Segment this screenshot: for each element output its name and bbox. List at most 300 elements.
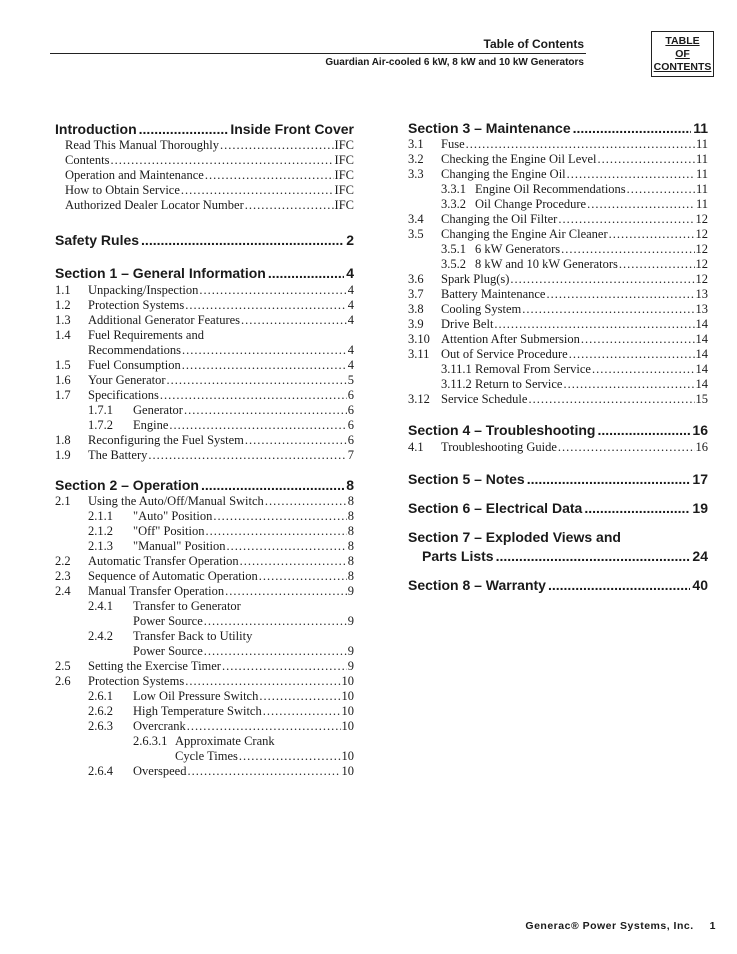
dot-leader	[527, 471, 691, 488]
entry-number: 2.2	[55, 554, 71, 568]
section-heading[interactable]	[55, 232, 354, 249]
dot-leader	[558, 212, 694, 227]
entry-text: Oil Change Procedure	[475, 197, 587, 211]
toc-entry[interactable]	[65, 183, 354, 198]
section-heading[interactable]	[408, 120, 708, 137]
toc-entry[interactable]	[475, 377, 708, 392]
entry-page: 12	[695, 227, 708, 241]
toc-entry[interactable]	[65, 138, 354, 153]
section-page: 11	[693, 120, 708, 136]
dot-leader	[213, 509, 346, 524]
entry-page: 10	[341, 764, 354, 778]
entry-text: Fuel Consumption	[88, 358, 181, 372]
dot-leader	[584, 500, 690, 517]
entry-page: 5	[347, 373, 354, 387]
entry-number: 1.2	[55, 298, 71, 312]
dot-leader	[139, 121, 229, 138]
entry-page: 10	[341, 704, 354, 718]
page-number: 1	[709, 920, 716, 932]
entry-text: Service Schedule	[441, 392, 528, 406]
dot-leader	[185, 298, 347, 313]
section-heading[interactable]	[408, 422, 708, 439]
entry-number: 3.3	[408, 167, 424, 181]
toc-entry[interactable]	[88, 659, 354, 674]
dot-leader	[167, 373, 347, 388]
toc-entry[interactable]	[65, 153, 354, 168]
toc-entry[interactable]	[88, 313, 354, 328]
section-title: Section 5 – Notes	[408, 471, 525, 487]
entry-page: 14	[695, 332, 708, 346]
entry-page: 6	[347, 403, 354, 417]
toc-entry[interactable]	[133, 689, 354, 704]
entry-number: 3.5	[408, 227, 424, 241]
dot-leader	[597, 422, 690, 439]
toc-entry[interactable]	[88, 298, 354, 313]
entry-text: Read This Manual Thoroughly	[65, 138, 220, 152]
entry-number: 1.7	[55, 388, 71, 402]
entry-page: IFC	[334, 168, 354, 182]
toc-entry[interactable]	[441, 347, 708, 362]
toc-entry[interactable]	[441, 137, 708, 152]
dot-leader	[619, 257, 695, 272]
dot-leader	[510, 272, 694, 287]
dot-leader	[245, 433, 347, 448]
section-page: 4	[346, 265, 354, 281]
dot-leader	[268, 265, 344, 282]
entry-page: 9	[347, 659, 354, 673]
entry-number: 2.6.3	[88, 719, 113, 733]
toc-entry[interactable]	[88, 343, 354, 358]
section-title: Section 1 – General Information	[55, 265, 266, 281]
section-heading[interactable]: Section 7 – Exploded Views and	[408, 529, 621, 545]
entry-text: Fuse	[441, 137, 465, 151]
entry-page: 9	[347, 584, 354, 598]
table-of-contents-tab	[651, 31, 714, 77]
section-page: Inside Front Cover	[230, 121, 354, 137]
entry-number: 3.4	[408, 212, 424, 226]
entry-page: 16	[695, 440, 708, 454]
toc-entry[interactable]	[88, 283, 354, 298]
dot-leader	[598, 152, 695, 167]
dot-leader	[581, 332, 695, 347]
toc-entry[interactable]	[88, 554, 354, 569]
dot-leader	[187, 719, 341, 734]
section-page: 40	[692, 577, 708, 593]
dot-leader	[259, 569, 347, 584]
section-heading[interactable]	[408, 577, 708, 594]
entry-number: 2.3	[55, 569, 71, 583]
entry-page: 12	[695, 272, 708, 286]
toc-entry[interactable]	[88, 674, 354, 689]
page-footer	[480, 920, 716, 932]
entry-number: 3.11	[408, 347, 430, 361]
tab-label-line-2: OF	[675, 48, 690, 60]
dot-leader	[522, 302, 694, 317]
toc-entry: Transfer Back to Utility	[133, 629, 253, 643]
toc-entry[interactable]	[133, 418, 354, 433]
entry-number: 2.6.2	[88, 704, 113, 718]
entry-number: 1.9	[55, 448, 71, 462]
entry-page: 11	[695, 167, 708, 181]
toc-entry[interactable]	[441, 212, 708, 227]
section-title: Parts Lists	[422, 548, 494, 564]
entry-number: 3.11.2	[441, 377, 472, 391]
entry-number: 3.9	[408, 317, 424, 331]
toc-entry[interactable]	[88, 433, 354, 448]
entry-number: 3.5.2	[441, 257, 466, 271]
entry-text: "Auto" Position	[133, 509, 213, 523]
entry-page: 10	[341, 719, 354, 733]
entry-number: 2.1.1	[88, 509, 113, 523]
section-heading[interactable]	[55, 121, 354, 138]
entry-number: 3.6	[408, 272, 424, 286]
dot-leader	[204, 644, 347, 659]
entry-text: Changing the Oil Filter	[441, 212, 558, 226]
entry-number: 4.1	[408, 440, 424, 454]
page-header-subtitle: Guardian Air-cooled 6 kW, 8 kW and 10 kW Generators	[325, 57, 584, 68]
entry-page: 8	[347, 509, 354, 523]
toc-entry[interactable]	[133, 704, 354, 719]
entry-text: Overspeed	[133, 764, 187, 778]
entry-number: 3.3.1	[441, 182, 466, 196]
entry-text: Protection Systems	[88, 298, 185, 312]
entry-number: 3.3.2	[441, 197, 466, 211]
entry-page: 13	[695, 287, 708, 301]
entry-text: Additional Generator Features	[88, 313, 241, 327]
entry-page: 12	[695, 212, 708, 226]
toc-entry[interactable]	[133, 644, 354, 659]
entry-page: 8	[347, 569, 354, 583]
entry-number: 3.10	[408, 332, 430, 346]
section-page: 16	[692, 422, 708, 438]
entry-text: High Temperature Switch	[133, 704, 262, 718]
dot-leader	[263, 704, 341, 719]
toc-entry[interactable]	[65, 198, 354, 213]
dot-leader	[240, 554, 347, 569]
entry-text: "Off" Position	[133, 524, 205, 538]
dot-leader	[259, 689, 340, 704]
entry-number: 3.8	[408, 302, 424, 316]
entry-text: "Manual" Position	[133, 539, 226, 553]
entry-text: Specifications	[88, 388, 159, 402]
dot-leader	[592, 362, 695, 377]
entry-text: Engine	[133, 418, 169, 432]
entry-page: 4	[347, 343, 354, 357]
entry-page: 14	[695, 317, 708, 331]
toc-entry[interactable]	[88, 388, 354, 403]
page-header-title: Table of Contents	[483, 37, 584, 51]
dot-leader	[567, 167, 695, 182]
toc-entry[interactable]	[88, 373, 354, 388]
entry-number: 1.4	[55, 328, 71, 342]
dot-leader	[148, 448, 346, 463]
section-title: Section 8 – Warranty	[408, 577, 546, 593]
entry-page: 6	[347, 388, 354, 402]
entry-page: 4	[347, 313, 354, 327]
dot-leader	[609, 227, 695, 242]
toc-entry[interactable]	[475, 257, 708, 272]
dot-leader	[227, 539, 347, 554]
entry-text: Drive Belt	[441, 317, 494, 331]
dot-leader	[201, 477, 344, 494]
dot-leader	[245, 198, 334, 213]
entry-page: 10	[341, 689, 354, 703]
entry-page: 8	[347, 539, 354, 553]
toc-entry[interactable]	[441, 152, 708, 167]
entry-text: Out of Service Procedure	[441, 347, 568, 361]
entry-number: 1.6	[55, 373, 71, 387]
entry-page: 14	[695, 347, 708, 361]
entry-text: Return to Service	[475, 377, 563, 391]
entry-number: 2.4	[55, 584, 71, 598]
toc-entry[interactable]	[441, 227, 708, 242]
dot-leader	[241, 313, 347, 328]
toc-entry[interactable]	[133, 614, 354, 629]
entry-page: 12	[695, 257, 708, 271]
entry-number: 2.1.3	[88, 539, 113, 553]
entry-text: Recommendations	[88, 343, 182, 357]
entry-number: 2.6.3.1	[133, 734, 168, 748]
toc-entry[interactable]	[475, 182, 708, 197]
entry-text: Power Source	[133, 614, 203, 628]
entry-number: 3.12	[408, 392, 430, 406]
entry-text: 8 kW and 10 kW Generators	[475, 257, 618, 271]
entry-page: 14	[695, 362, 708, 376]
toc-entry[interactable]	[441, 332, 708, 347]
entry-page: 14	[695, 377, 708, 391]
dot-leader	[205, 524, 346, 539]
tab-label-line-3: CONTENTS	[653, 61, 712, 73]
section-page: 24	[692, 548, 708, 564]
entry-text: Cooling System	[441, 302, 522, 316]
dot-leader	[141, 232, 344, 249]
entry-page: 4	[347, 358, 354, 372]
entry-text: Battery Maintenance	[441, 287, 546, 301]
dot-leader	[496, 548, 691, 565]
toc-entry[interactable]	[475, 197, 708, 212]
toc-entry: Approximate Crank	[175, 734, 275, 748]
dot-leader	[587, 197, 695, 212]
section-page: 8	[346, 477, 354, 493]
dot-leader	[169, 418, 346, 433]
entry-page: 8	[347, 554, 354, 568]
dot-leader	[548, 577, 690, 594]
toc-entry[interactable]	[88, 494, 354, 509]
toc-entry[interactable]	[133, 509, 354, 524]
entry-number: 2.6	[55, 674, 71, 688]
entry-page: 13	[695, 302, 708, 316]
toc-entry[interactable]	[441, 440, 708, 455]
dot-leader	[573, 120, 692, 137]
entry-text: Manual Transfer Operation	[88, 584, 225, 598]
entry-page: 9	[347, 644, 354, 658]
toc-entry: Fuel Requirements and	[88, 328, 204, 342]
section-title: Section 6 – Electrical Data	[408, 500, 583, 516]
dot-leader	[222, 659, 347, 674]
dot-leader	[528, 392, 694, 407]
toc-entry[interactable]	[65, 168, 354, 183]
toc-entry[interactable]	[441, 287, 708, 302]
entry-text: Setting the Exercise Timer	[88, 659, 221, 673]
dot-leader	[558, 440, 695, 455]
dot-leader	[205, 168, 334, 183]
dot-leader	[627, 182, 695, 197]
entry-text: 6 kW Generators	[475, 242, 561, 256]
tab-label-line-1: TABLE	[665, 35, 700, 47]
entry-page: 6	[347, 433, 354, 447]
toc-entry[interactable]	[175, 749, 354, 764]
section-heading[interactable]	[55, 477, 354, 494]
toc-entry[interactable]	[475, 362, 708, 377]
entry-text: Changing the Engine Oil	[441, 167, 566, 181]
entry-page: 9	[347, 614, 354, 628]
dot-leader	[225, 584, 347, 599]
toc-entry[interactable]	[441, 392, 708, 407]
toc-entry[interactable]	[441, 167, 708, 182]
entry-page: 15	[695, 392, 708, 406]
toc-entry[interactable]	[133, 403, 354, 418]
entry-text: Engine Oil Recommendations	[475, 182, 626, 196]
section-page: 2	[346, 232, 354, 248]
toc-entry[interactable]	[133, 719, 354, 734]
entry-text: Contents	[65, 153, 110, 167]
dot-leader	[466, 137, 695, 152]
entry-text: Removal From Service	[475, 362, 591, 376]
dot-leader	[569, 347, 695, 362]
entry-text: Generator	[133, 403, 183, 417]
dot-leader	[546, 287, 694, 302]
section-title: Introduction	[55, 121, 137, 137]
entry-text: Automatic Transfer Operation	[88, 554, 239, 568]
dot-leader	[265, 494, 347, 509]
entry-number: 2.4.1	[88, 599, 113, 613]
toc-entry[interactable]	[133, 524, 354, 539]
toc-entry[interactable]	[441, 302, 708, 317]
dot-leader	[160, 388, 347, 403]
entry-number: 2.6.1	[88, 689, 113, 703]
entry-page: 10	[341, 749, 354, 763]
entry-page: 10	[341, 674, 354, 688]
entry-text: Overcrank	[133, 719, 186, 733]
entry-number: 3.5.1	[441, 242, 466, 256]
toc-entry[interactable]	[441, 272, 708, 287]
entry-number: 3.7	[408, 287, 424, 301]
toc-entry[interactable]	[441, 317, 708, 332]
footer-company: Generac® Power Systems, Inc.	[525, 920, 694, 932]
section-heading[interactable]	[422, 548, 708, 565]
section-title: Section 2 – Operation	[55, 477, 199, 493]
dot-leader	[185, 674, 340, 689]
entry-page: 8	[347, 524, 354, 538]
entry-page: 11	[695, 182, 708, 196]
entry-page: 7	[347, 448, 354, 462]
entry-number: 3.11.1	[441, 362, 472, 376]
dot-leader	[187, 764, 340, 779]
entry-text: Sequence of Automatic Operation	[88, 569, 258, 583]
entry-page: 6	[347, 418, 354, 432]
toc-entry[interactable]	[88, 569, 354, 584]
entry-text: Checking the Engine Oil Level	[441, 152, 597, 166]
entry-number: 1.1	[55, 283, 71, 297]
entry-page: 11	[695, 152, 708, 166]
dot-leader	[182, 358, 347, 373]
entry-number: 2.6.4	[88, 764, 113, 778]
entry-page: IFC	[334, 153, 354, 167]
section-heading[interactable]	[408, 471, 708, 488]
entry-page: IFC	[334, 138, 354, 152]
dot-leader	[563, 377, 694, 392]
toc-entry[interactable]	[88, 358, 354, 373]
entry-text: Troubleshooting Guide	[441, 440, 557, 454]
entry-text: Attention After Submersion	[441, 332, 580, 346]
entry-page: 8	[347, 494, 354, 508]
toc-entry[interactable]	[88, 584, 354, 599]
dot-leader	[239, 749, 341, 764]
entry-text: Your Generator	[88, 373, 166, 387]
toc-entry: Transfer to Generator	[133, 599, 241, 613]
entry-number: 3.1	[408, 137, 424, 151]
entry-text: Reconfiguring the Fuel System	[88, 433, 244, 447]
entry-page: IFC	[334, 183, 354, 197]
dot-leader	[181, 183, 334, 198]
section-title: Section 3 – Maintenance	[408, 120, 571, 136]
section-heading[interactable]	[55, 265, 354, 282]
dot-leader	[220, 138, 334, 153]
entry-number: 1.5	[55, 358, 71, 372]
section-title: Safety Rules	[55, 232, 140, 248]
entry-number: 2.1	[55, 494, 71, 508]
entry-number: 1.7.2	[88, 418, 113, 432]
section-heading[interactable]	[408, 500, 708, 517]
entry-text: The Battery	[88, 448, 148, 462]
entry-text: Unpacking/Inspection	[88, 283, 199, 297]
entry-number: 2.1.2	[88, 524, 113, 538]
dot-leader	[204, 614, 347, 629]
entry-text: How to Obtain Service	[65, 183, 180, 197]
entry-number: 3.2	[408, 152, 424, 166]
entry-number: 2.4.2	[88, 629, 113, 643]
dot-leader	[199, 283, 346, 298]
entry-number: 2.5	[55, 659, 71, 673]
toc-entry[interactable]	[88, 448, 354, 463]
entry-number: 1.3	[55, 313, 71, 327]
entry-number: 1.7.1	[88, 403, 113, 417]
toc-entry[interactable]	[475, 242, 708, 257]
section-title: Section 4 – Troubleshooting	[408, 422, 596, 438]
dot-leader	[110, 153, 333, 168]
dot-leader	[494, 317, 694, 332]
toc-entry[interactable]	[133, 764, 354, 779]
entry-page: 11	[695, 137, 708, 151]
header-rule	[50, 53, 586, 54]
entry-text: Using the Auto/Off/Manual Switch	[88, 494, 264, 508]
entry-text: Power Source	[133, 644, 203, 658]
dot-leader	[184, 403, 347, 418]
dot-leader	[561, 242, 694, 257]
entry-text: Low Oil Pressure Switch	[133, 689, 259, 703]
entry-page: IFC	[334, 198, 354, 212]
entry-text: Cycle Times	[175, 749, 238, 763]
entry-number: 1.8	[55, 433, 71, 447]
entry-text: Operation and Maintenance	[65, 168, 204, 182]
section-page: 19	[692, 500, 708, 516]
entry-page: 4	[347, 283, 354, 297]
entry-page: 11	[695, 197, 708, 211]
dot-leader	[182, 343, 347, 358]
toc-entry[interactable]	[133, 539, 354, 554]
entry-text: Changing the Engine Air Cleaner	[441, 227, 608, 241]
entry-text: Authorized Dealer Locator Number	[65, 198, 244, 212]
